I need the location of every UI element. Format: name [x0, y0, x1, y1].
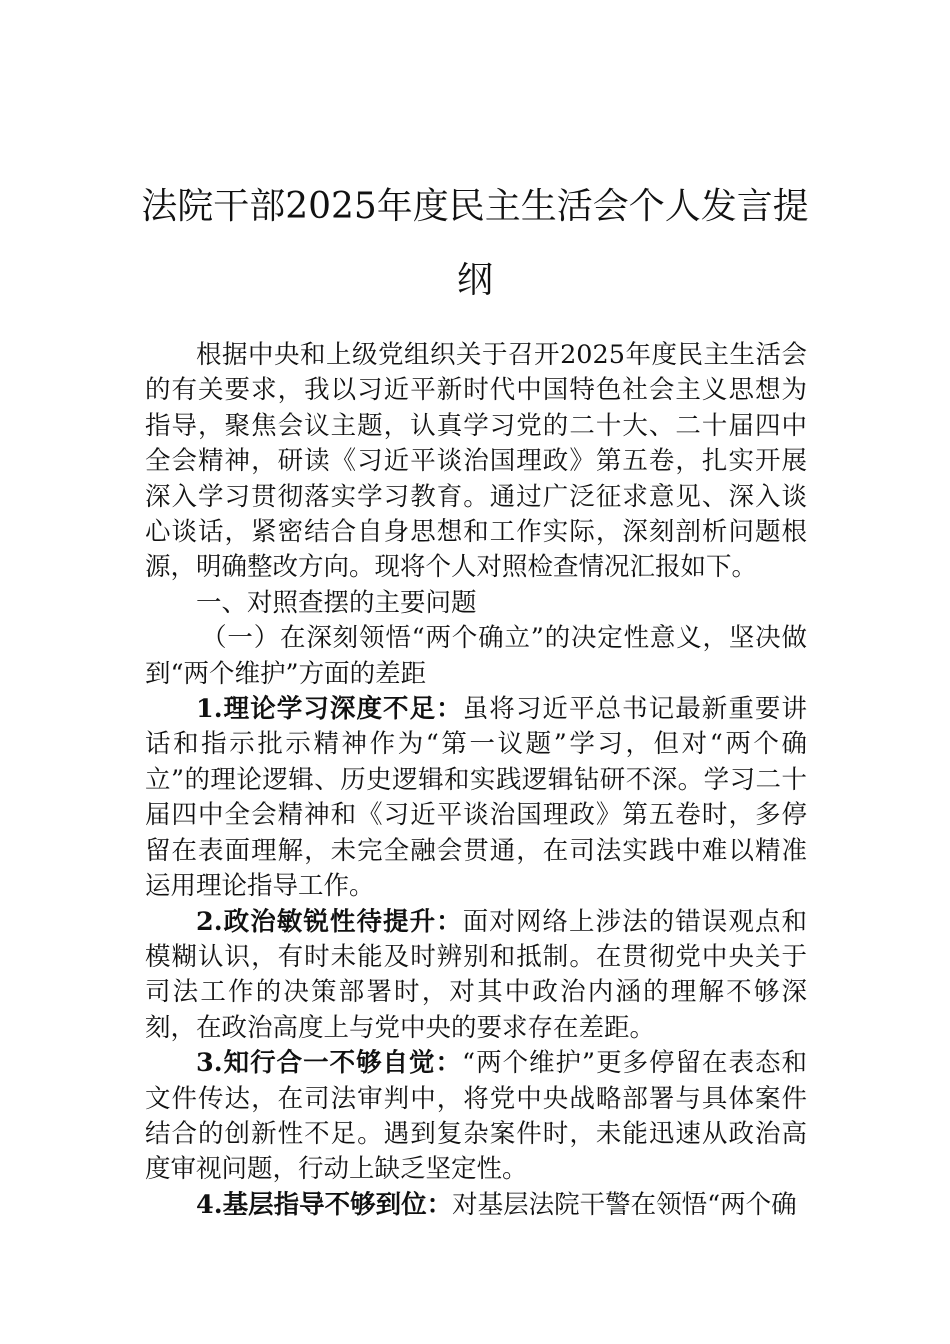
document-body: [145, 338, 807, 1223]
subsection-heading: （一）在深刻领悟“两个确立”的决定性意义，坚决做到“两个维护”方面的差距: [145, 623, 807, 689]
point-paragraph-1: [145, 692, 807, 904]
point-heading-2: 2.政治敏锐性待提升：: [196, 906, 463, 937]
document-title: 法院干部2025年度民主生活会个人发言提纲: [141, 186, 809, 301]
point-paragraph-4: [145, 1188, 807, 1223]
intro-paragraph: 根据中央和上级党组织关于召开2025年度民主生活会的有关要求，我以习近平新时代中国特色社会主义思想为指导，聚焦会议主题，认真学习党的二十大、二十届四中全会精神，研读《习近平谈治国理政》第五卷，扎实开展深入学习贯彻落实学习教育。通过广泛征求意见、深入谈心谈话，紧密结合自身思想和工作实际，深刻剖析问题根源，明确整改方向。现将个人对照检查情况汇报如下。: [145, 340, 807, 583]
point-paragraph-2: [145, 905, 807, 1047]
point-heading-1: 1.理论学习深度不足：: [196, 694, 463, 725]
point-text-4: 对基层法院干警在领悟“两个确: [452, 1189, 797, 1220]
point-paragraph-3: [145, 1046, 807, 1188]
point-text-2: 面对网络上涉法的错误观点和模糊认识，有时未能及时辨别和抵制。在贯彻党中央关于司法工作的决策部署时，对其中政治内涵的理解不够深刻，在政治高度上与党中央的要求存在差距。: [145, 906, 807, 1043]
point-text-3: “两个维护”更多停留在表态和文件传达，在司法审判中，将党中央战略部署与具体案件结合的创新性不足。遇到复杂案件时，未能迅速从政治高度审视问题，行动上缺乏坚定性。: [145, 1048, 808, 1185]
section-heading: 一、对照查摆的主要问题: [196, 587, 477, 618]
point-heading-3: 3.知行合一不够自觉：: [196, 1048, 463, 1079]
point-heading-4: 4.基层指导不够到位：: [196, 1189, 453, 1220]
point-text-1: 虽将习近平总书记最新重要讲话和指示批示精神作为“第一议题”学习，但对“两个确立”的理论逻辑、历史逻辑和实践逻辑钻研不深。学习二十届四中全会精神和《习近平谈治国理政》第五卷时，多停留在表面理解，未完全融会贯通，在司法实践中难以精准运用理论指导工作。: [145, 694, 807, 902]
